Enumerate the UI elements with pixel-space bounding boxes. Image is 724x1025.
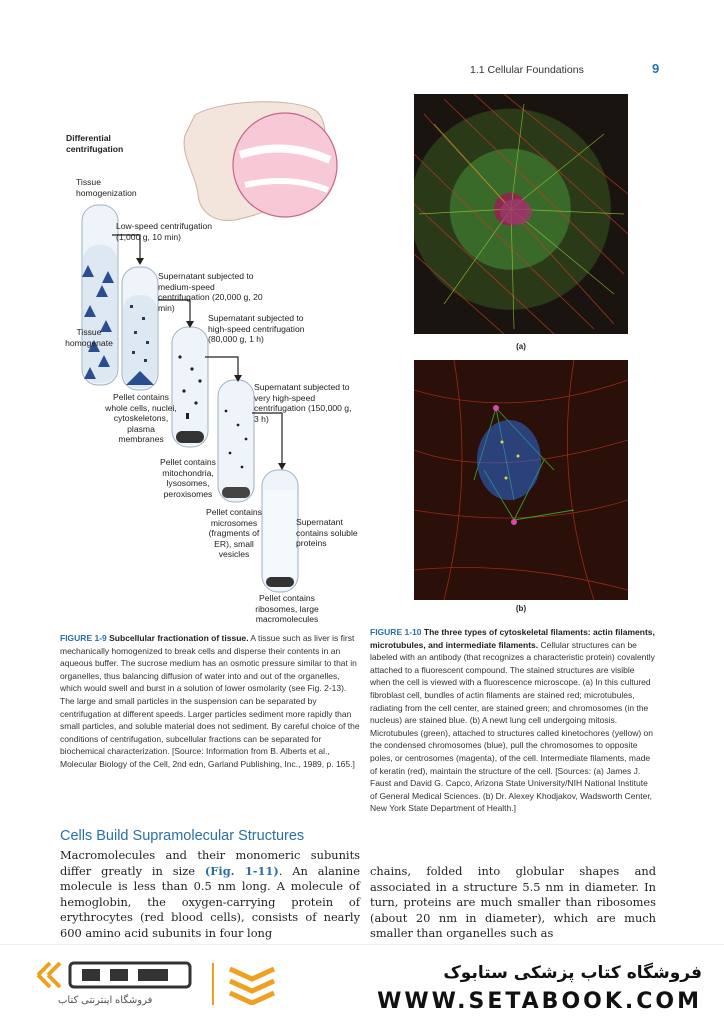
figure-1-9-caption bbox=[60, 632, 360, 771]
magnified-tissue bbox=[233, 113, 337, 217]
fig10-caption-text: Cellular structures can be labeled with an antibody (that recognizes a characteristic protein) covalently attached to a fluorescent compound. The stained structures are visible when the cell is viewed with a fluorescence microscope. (a) In this cultured fibroblast cell, bundles of actin filaments are stained red; microtubules, radiating from the cell center, are stained green; and chromosomes (in the nucleus) are stained blue. (b) A newt lung cell undergoing mitosis. Microtubules (green), attached to structures called kinetochores (yellow) on the condensed chromosomes (blue), pull the chromosomes to opposite poles, or centrosomes (magenta), of the cell. Intermediate filaments, made of keratin (red), maintain the structure of the cell. [Sources: (a) James J. Faust and David G. Capco, Arizona State University/NIH National Institute of General Medical Sciences. (b) Dr. Alexey Khodjakov, Wadsworth Center, New York State Department of Health.] bbox=[370, 639, 655, 814]
label-pellet-4: Pellet contains ribosomes, large macromolecules bbox=[255, 593, 319, 625]
figure-1-9 bbox=[60, 95, 360, 625]
footer-banner bbox=[0, 944, 724, 1025]
label-supernatant-final: Supernatant contains soluble proteins bbox=[296, 517, 358, 549]
panel-b-label: (b) bbox=[515, 604, 527, 613]
setabook-logo-icon bbox=[30, 953, 200, 999]
fig9-number: FIGURE 1-9 bbox=[60, 633, 107, 643]
running-head-section: 1.1 Cellular Foundations bbox=[470, 64, 584, 76]
fig10-number: FIGURE 1-10 bbox=[370, 627, 422, 637]
label-medium-speed: Supernatant subjected to medium-speed centrifugation (20,000 g, 20 min) bbox=[158, 271, 263, 313]
label-high-speed: Supernatant subjected to high-speed centrifugation (80,000 g, 1 h) bbox=[208, 313, 305, 345]
label-tissue-homogenization: Tissue homogenization bbox=[76, 177, 137, 198]
micrograph-a bbox=[414, 94, 628, 334]
fig9-caption-text: A tissue such as liver is first mechanically homogenized to break cells and disperse their contents in an aqueous buffer. The sucrose medium has an osmotic pressure similar to that in organelles, thus balancing diffusion of water into and out of the organelles, which would swell and burst in a solution of lower osmolarity (see Fig. 2-13). The large and small particles in the suspension can be separated by centrifugation at different speeds. Larger particles sediment more rapidly than small particles, and soluble material does not sediment. By careful choice of the conditions of centrifugation, subcellular fractions can be separated for biochemical characterization. [Source: Information from B. Alberts et al., Molecular Biology of the Cell, 2nd edn, Garland Publishing, Inc., 1989, p. 165.] bbox=[60, 633, 360, 769]
tube-4 bbox=[218, 380, 254, 502]
label-tissue-homogenate: Tissue homogenate bbox=[65, 327, 113, 348]
label-low-speed: Low-speed centrifugation (1,000 g, 10 min) bbox=[116, 221, 213, 242]
body-left-part1: Macromolecules and their monomeric subunits differ greatly in size bbox=[60, 848, 360, 878]
body-text-left bbox=[60, 848, 360, 942]
tube-1 bbox=[82, 205, 118, 385]
store-url[interactable]: WWW.SETABOOK.COM bbox=[377, 989, 702, 1014]
logo-subtitle: فروشگاه اینترنتی کتاب bbox=[58, 995, 153, 1006]
figure-1-10-caption bbox=[370, 626, 656, 815]
arrow-3 bbox=[205, 357, 238, 377]
differential-centrifugation-label: Differential centrifugation bbox=[66, 133, 124, 154]
body-text-right: chains, folded into globular shapes and associated in a structure 5.5 nm in diameter. In turn, proteins are much smaller than ribosomes (about 20 nm in diameter), which are much smaller than organelles such as bbox=[370, 864, 656, 941]
label-very-high-speed: Supernatant subjected to very high-speed centrifugation (150,000 g, 3 h) bbox=[254, 382, 352, 424]
tube-2 bbox=[122, 267, 158, 390]
label-pellet-3: Pellet contains microsomes (fragments of ER), small vesicles bbox=[206, 507, 262, 560]
label-pellet-2: Pellet contains mitochondria, lysosomes, peroxisomes bbox=[160, 457, 216, 499]
book-stack-icon bbox=[226, 961, 278, 1005]
running-head bbox=[470, 61, 670, 76]
label-pellet-1: Pellet contains whole cells, nuclei, cytoskeletons, plasma membranes bbox=[105, 392, 177, 445]
micrograph-b bbox=[414, 360, 628, 600]
fig9-title: Subcellular fractionation of tissue. bbox=[109, 633, 249, 643]
fig10-title: The three types of cytoskeletal filaments: actin filaments, microtubules, and intermediate filaments. bbox=[370, 627, 655, 650]
figure-reference-link[interactable]: (Fig. 1-11) bbox=[204, 863, 279, 878]
page-number: 9 bbox=[652, 61, 660, 76]
section-title: Cells Build Supramolecular Structures bbox=[60, 828, 305, 844]
body-left-part2: . An alanine molecule is less than 0.5 nm long. A molecule of hemoglobin, the oxygen-carrying protein of erythrocytes (red blood cells), consists of nearly 600 amino acid subunits in four long bbox=[60, 863, 360, 940]
panel-a-label: (a) bbox=[516, 342, 526, 351]
store-name: فروشگاه کتاب پزشکی ستابوک bbox=[443, 963, 702, 983]
footer-divider bbox=[212, 963, 214, 1005]
